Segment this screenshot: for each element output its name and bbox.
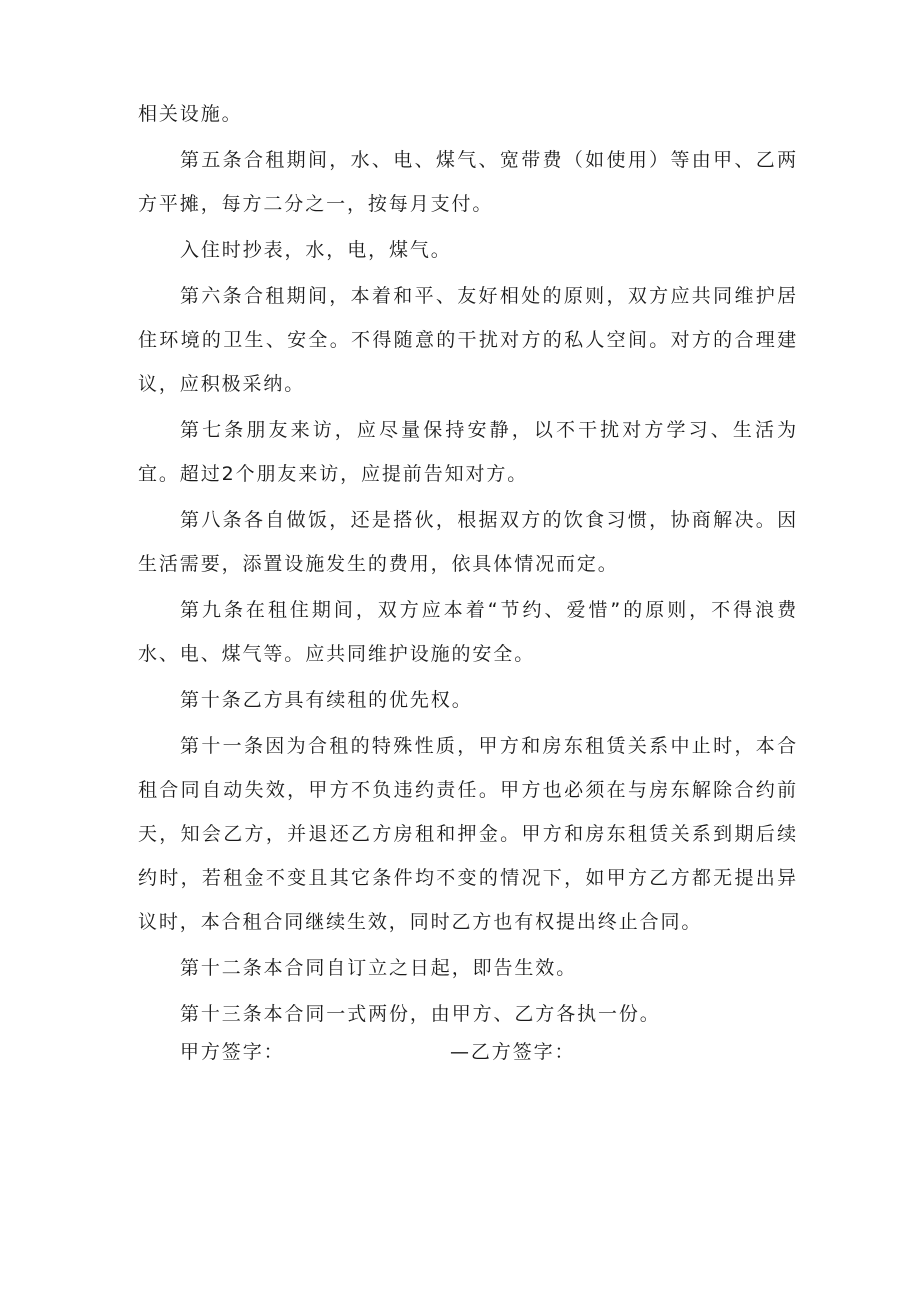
paragraph-article-5: 第五条合租期间，水、电、煤气、宽带费（如使用）等由甲、乙两方平摊，每方二分之一，按每月支付。 bbox=[138, 149, 798, 215]
paragraph-article-7: 第七条朋友来访，应尽量保持安静，以不干扰对方学习、生活为宜。超过2个朋友来访，应提前告知对方。 bbox=[138, 419, 798, 485]
paragraph-article-10: 第十条乙方具有续租的优先权。 bbox=[180, 689, 473, 711]
paragraph-article-13: 第十三条本合同一式两份，由甲方、乙方各执一份。 bbox=[180, 1003, 661, 1025]
paragraph-article-12: 第十二条本合同自订立之日起，即告生效。 bbox=[180, 957, 578, 979]
party-b-signature-label: —乙方签字： bbox=[450, 1041, 576, 1063]
paragraph-article-6: 第六条合租期间，本着和平、友好相处的原则，双方应共同维护居住环境的卫生、安全。不得随意的干扰对方的私人空间。对方的合理建议，应积极采纳。 bbox=[138, 285, 798, 395]
paragraph-meter-reading: 入住时抄表，水，电，煤气。 bbox=[180, 239, 452, 261]
party-a-signature-label: 甲方签字： bbox=[180, 1041, 285, 1063]
signature-row bbox=[138, 1032, 798, 1072]
paragraph-article-11: 第十一条因为合租的特殊性质，甲方和房东租赁关系中止时，本合租合同自动失效，甲方不负违约责任。甲方也必须在与房东解除合约前天，知会乙方，并退还乙方房租和押金。甲方和房东租赁关系到期后续约时，若租金不变且其它条件均不变的情况下，如甲方乙方都无提出异议时，本合租合同继续生效，同时乙方也有权提出终止合同。 bbox=[138, 735, 798, 933]
paragraph-article-9: 第九条在租住期间，双方应本着“节约、爱惜”的原则，不得浪费水、电、煤气等。应共同维护设施的安全。 bbox=[138, 599, 798, 665]
document-page bbox=[138, 92, 798, 1072]
paragraph-article-8: 第八条各自做饭，还是搭伙，根据双方的饮食习惯，协商解决。因生活需要，添置设施发生的费用，依具体情况而定。 bbox=[138, 509, 798, 575]
paragraph-related-facilities: 相关设施。 bbox=[138, 103, 243, 125]
